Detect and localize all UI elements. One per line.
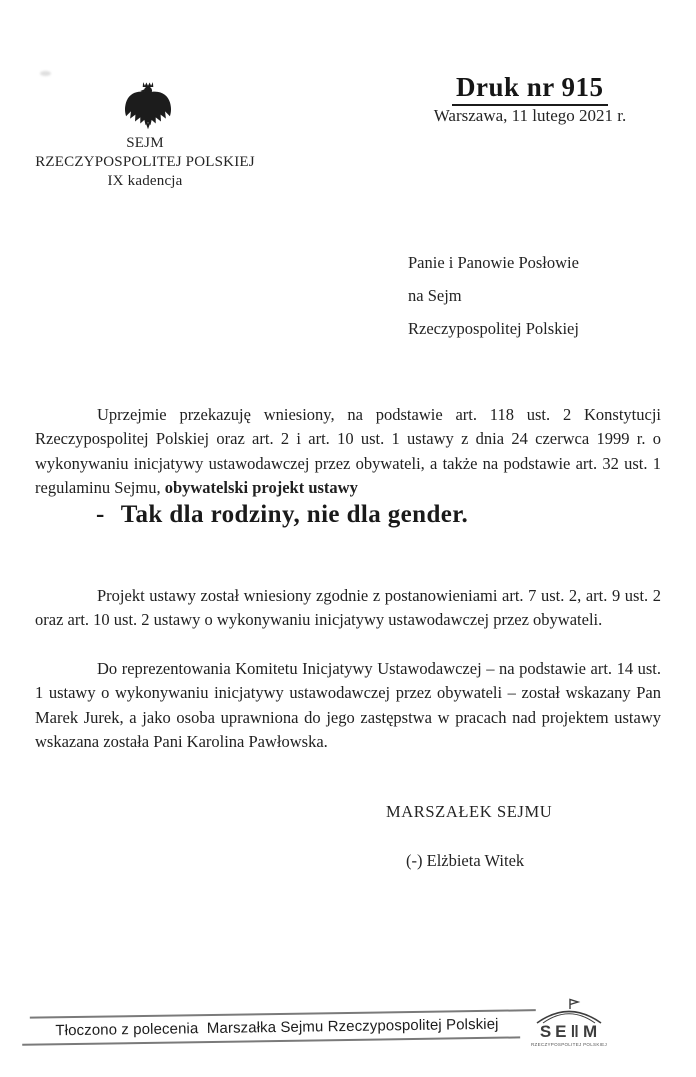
addressee-line: Rzeczypospolitej Polskiej — [408, 319, 579, 338]
body-paragraph-2: Projekt ustawy został wniesiony zgodnie z postanowieniami art. 7 ust. 2, art. 9 ust. 2 oraz art. 10 ust. 2 ustawy o wykonywaniu inicjatywy ustawodawczej przez obywateli. — [35, 585, 661, 630]
body-paragraph-3: Do reprezentowania Komitetu Inicjatywy Ustawodawczej – na podstawie art. 14 ust. 1 ustawy o wykonywaniu inicjatywy ustawodawczej przez obywateli – został wskazany Pan Marek Jurek, a jako osoba uprawniona do jego zastępstwa w pracach nad projektem ustawy wskazana została Pani Karolina Pawłowska. — [35, 658, 661, 752]
scan-smudge — [40, 71, 51, 76]
paragraph-1-bold-phrase: obywatelski projekt ustawy — [164, 478, 358, 498]
institution-header — [14, 134, 276, 191]
sejm-logo-subtext: RZECZYPOSPOLITEJ POLSKIEJ — [531, 1041, 608, 1047]
bill-title-text: Tak dla rodziny, nie dla gender. — [120, 501, 469, 528]
sejm-dome-icon — [533, 996, 605, 1024]
polish-eagle-icon — [122, 76, 174, 132]
sejm-logo — [531, 996, 607, 1047]
institution-line-republic: RZECZYPOSPOLITEJ POLSKIEJ — [35, 154, 255, 170]
footer — [20, 1009, 534, 1046]
addressee-line: na Sejm — [408, 286, 462, 305]
addressee-line: Panie i Panowie Posłowie — [408, 253, 579, 272]
sejm-logo-letters: SE‖M — [539, 1022, 602, 1041]
paragraph-1-text: Uprzejmie przekazuję wniesiony, na podstawie art. 118 ust. 2 Konstytucji Rzeczypospolitej Polskiej oraz art. 2 i art. 10 ust. 1 ustawy z dnia 24 czerwca 1999 r. o wykonywaniu inicjatywy ustawodawczej przez obywateli, a także na podstawie art. 32 ust. 1 regulaminu Sejmu, — [35, 404, 661, 498]
addressee-block — [408, 246, 579, 345]
document-number: Druk nr 915 — [452, 72, 608, 106]
print-note: Tłoczono z polecenia Marszałka Sejmu Rzeczypospolitej Polskiej — [55, 1015, 499, 1040]
institution-line-term: IX kadencja — [107, 173, 183, 189]
place-and-date: Warszawa, 11 lutego 2021 r. — [433, 106, 627, 125]
bill-title-dash: - — [96, 501, 105, 528]
signature-name: (-) Elżbieta Witek — [406, 851, 525, 870]
signature-title: MARSZAŁEK SEJMU — [386, 802, 553, 821]
bill-title — [96, 501, 468, 529]
institution-line-sejm: SEJM — [126, 135, 164, 151]
body-paragraph-1 — [35, 403, 661, 501]
